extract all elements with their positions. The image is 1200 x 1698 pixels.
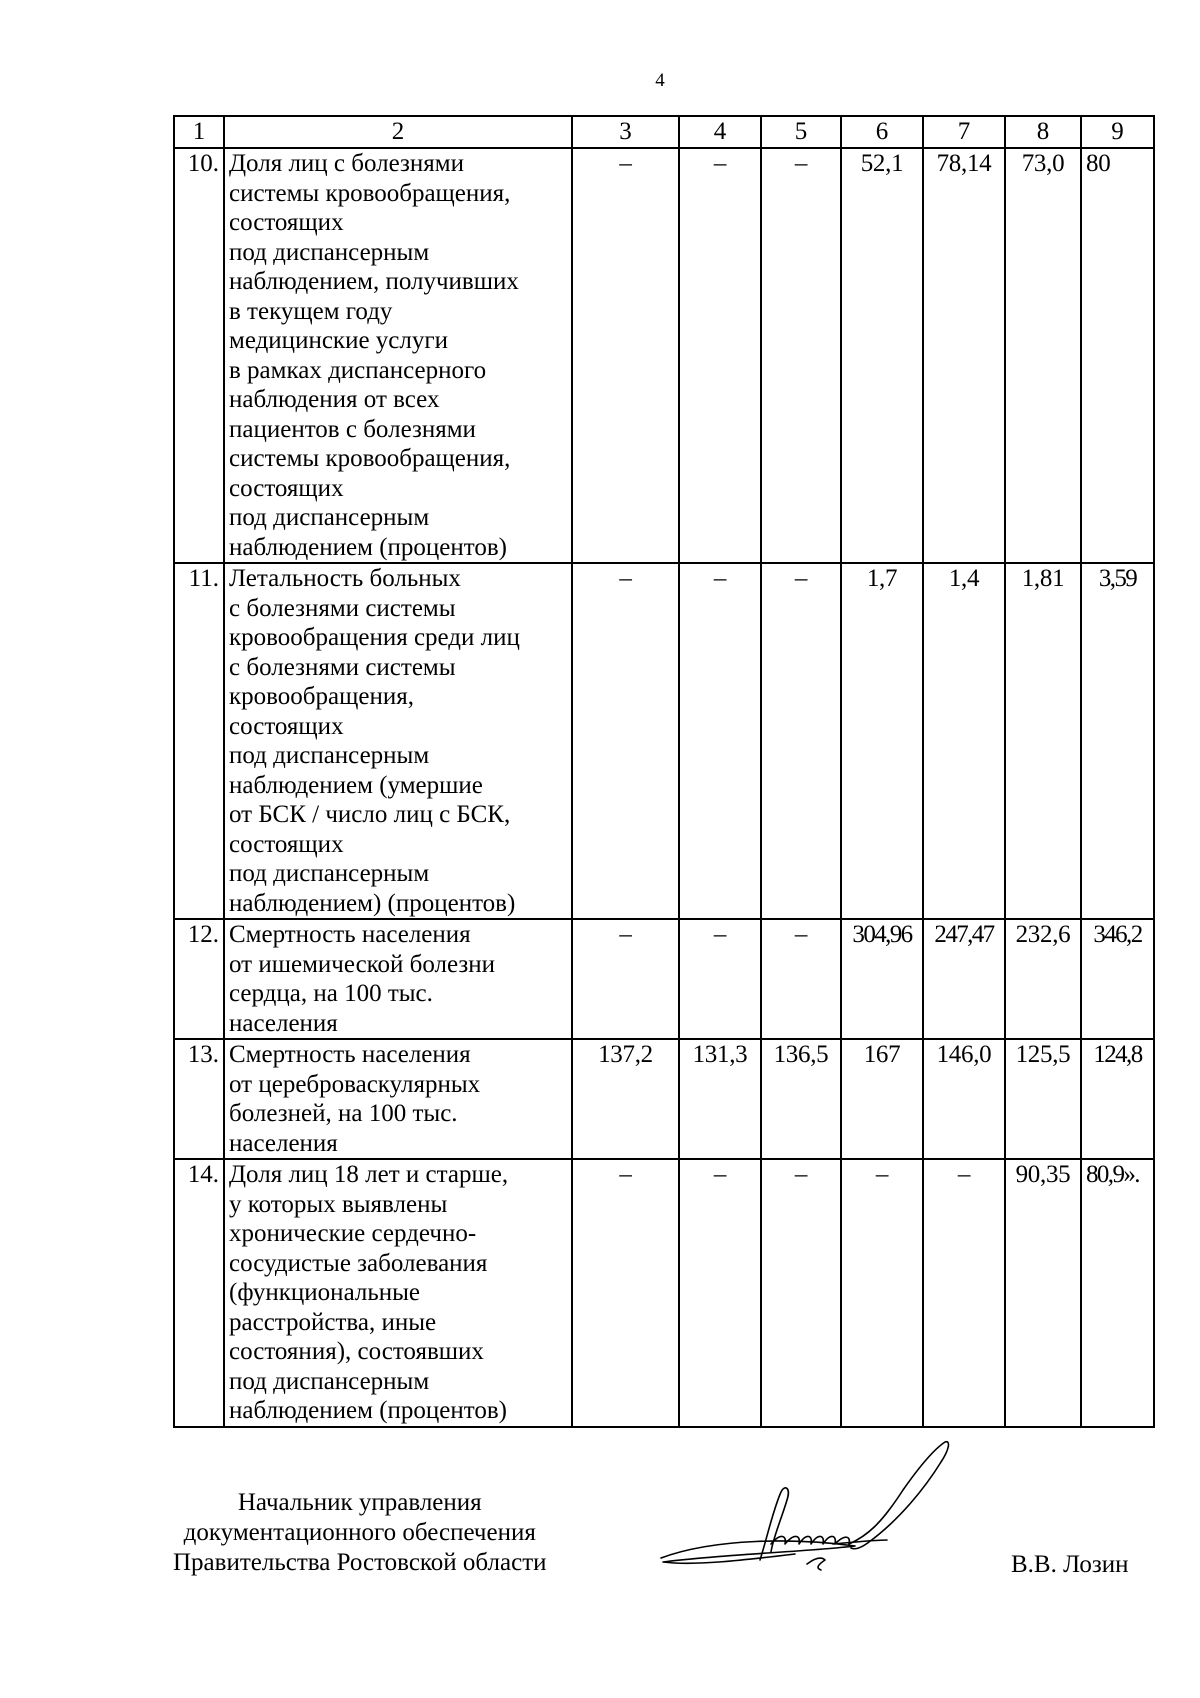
column-header: 5: [761, 116, 841, 148]
column-header: 8: [1005, 116, 1081, 148]
indicator-name-line: медицинские услуги: [229, 327, 448, 354]
indicator-name-line: расстройства, иные: [229, 1308, 437, 1336]
indicator-name-line: системы кровообращения,: [229, 179, 511, 207]
value-cell: 232,6: [1005, 919, 1081, 1039]
value-cell: –: [679, 563, 761, 919]
table-header-row: [174, 116, 1154, 148]
indicator-name-line: болезней, на 100 тыс.: [229, 1100, 458, 1127]
value-cell: 1,4: [923, 563, 1005, 919]
indicator-name: [224, 919, 572, 1039]
value-cell: –: [841, 1159, 923, 1427]
value-cell: –: [761, 563, 841, 919]
indicator-name-line: под диспансерным: [229, 238, 430, 266]
value-cell: 80: [1081, 148, 1154, 563]
indicator-name-line: в текущем году: [229, 297, 393, 325]
table-row: [174, 1039, 1154, 1159]
indicator-name-line: состоящих: [229, 712, 344, 740]
column-header: 9: [1081, 116, 1154, 148]
handwritten-signature: [655, 1440, 995, 1600]
column-header: 1: [174, 116, 224, 148]
value-cell: 346,2: [1081, 919, 1154, 1039]
indicator-name-line: наблюдением) (процентов): [229, 889, 516, 917]
table-row: [174, 563, 1154, 919]
value-cell: –: [761, 1159, 841, 1427]
row-number: 14.: [174, 1159, 224, 1427]
indicator-name-line: кровообращения,: [229, 683, 414, 710]
signatory-position-line: документационного обеспечения: [183, 1519, 536, 1546]
indicator-name-line: под диспансерным: [229, 742, 430, 769]
column-header: 6: [841, 116, 923, 148]
indicator-name-line: состоящих: [229, 474, 344, 502]
indicator-name-line: Доля лиц 18 лет и старше,: [229, 1161, 509, 1188]
value-cell: –: [572, 1159, 679, 1427]
value-cell: –: [923, 1159, 1005, 1427]
value-cell: 78,14: [923, 148, 1005, 563]
indicator-name-line: наблюдением (процентов): [229, 1397, 507, 1424]
indicator-name-line: от ишемической болезни: [229, 950, 496, 978]
column-header: 4: [679, 116, 761, 148]
indicator-name-line: под диспансерным: [229, 1367, 430, 1395]
page-number: 4: [655, 70, 665, 91]
value-cell: –: [572, 919, 679, 1039]
value-cell: 52,1: [841, 148, 923, 563]
value-cell: –: [761, 919, 841, 1039]
indicator-name-line: сосудистые заболевания: [229, 1249, 488, 1277]
indicator-name-line: Летальность больных: [229, 565, 461, 592]
indicator-name-line: в рамках диспансерного: [229, 356, 487, 384]
table-row: [174, 1159, 1154, 1427]
value-cell: 73,0: [1005, 148, 1081, 563]
value-cell: 124,8: [1081, 1039, 1154, 1159]
value-cell: 131,3: [679, 1039, 761, 1159]
value-cell: 146,0: [923, 1039, 1005, 1159]
indicator-name-line: под диспансерным: [229, 860, 430, 887]
indicator-name-line: состояния), состоявших: [229, 1338, 484, 1365]
indicator-name: [224, 563, 572, 919]
indicator-name-line: населения: [229, 1009, 338, 1037]
indicator-name-line: Смертность населения: [229, 921, 471, 948]
indicator-name-line: Смертность населения: [229, 1041, 471, 1068]
row-number: 13.: [174, 1039, 224, 1159]
indicator-name-line: наблюдением (процентов): [229, 533, 507, 561]
indicator-name-line: от БСК / число лиц с БСК,: [229, 801, 511, 828]
column-header: 2: [224, 116, 572, 148]
indicator-name: [224, 148, 572, 563]
value-cell: 80,9».: [1081, 1159, 1154, 1427]
value-cell: 137,2: [572, 1039, 679, 1159]
indicator-name-line: под диспансерным: [229, 504, 430, 531]
indicator-name-line: с болезнями системы: [229, 653, 456, 681]
indicator-name-line: наблюдением (умершие: [229, 771, 483, 799]
value-cell: –: [679, 1159, 761, 1427]
indicator-name: [224, 1159, 572, 1427]
row-number: 10.: [174, 148, 224, 563]
indicator-name-line: сердца, на 100 тыс.: [229, 980, 433, 1007]
indicator-name-line: (функциональные: [229, 1279, 421, 1306]
indicator-name-line: кровообращения среди лиц: [229, 624, 520, 651]
indicator-name-line: Доля лиц с болезнями: [229, 150, 464, 177]
value-cell: –: [679, 919, 761, 1039]
indicators-table: [173, 115, 1155, 1428]
indicator-name-line: от цереброваскулярных: [229, 1070, 481, 1098]
value-cell: 90,35: [1005, 1159, 1081, 1427]
signatory-position-line: Начальник управления: [237, 1489, 482, 1516]
value-cell: 167: [841, 1039, 923, 1159]
signatory-position: [173, 1488, 547, 1578]
value-cell: 1,81: [1005, 563, 1081, 919]
value-cell: –: [679, 148, 761, 563]
indicator-name-line: с болезнями системы: [229, 594, 456, 622]
value-cell: 3,59: [1081, 563, 1154, 919]
signatory-name: В.В. Лозин: [1011, 1551, 1129, 1578]
value-cell: 125,5: [1005, 1039, 1081, 1159]
value-cell: 136,5: [761, 1039, 841, 1159]
value-cell: 1,7: [841, 563, 923, 919]
value-cell: –: [572, 563, 679, 919]
indicator-name-line: пациентов с болезнями: [229, 415, 476, 443]
column-header: 7: [923, 116, 1005, 148]
signatory-position-line: Правительства Ростовской области: [173, 1549, 547, 1576]
indicator-name-line: хронические сердечно-: [229, 1220, 477, 1247]
row-number: 12.: [174, 919, 224, 1039]
value-cell: –: [572, 148, 679, 563]
table-row: [174, 148, 1154, 563]
indicator-name-line: состоящих: [229, 830, 344, 858]
table-row: [174, 919, 1154, 1039]
indicator-name-line: состоящих: [229, 209, 344, 236]
indicator-name-line: у которых выявлены: [229, 1190, 448, 1218]
indicator-name-line: наблюдения от всех: [229, 386, 440, 413]
indicator-name-line: населения: [229, 1129, 338, 1157]
indicator-name-line: наблюдением, получивших: [229, 268, 519, 295]
column-header: 3: [572, 116, 679, 148]
indicator-name-line: системы кровообращения,: [229, 445, 511, 472]
row-number: 11.: [174, 563, 224, 919]
value-cell: 247,47: [923, 919, 1005, 1039]
indicator-name: [224, 1039, 572, 1159]
value-cell: 304,96: [841, 919, 923, 1039]
value-cell: –: [761, 148, 841, 563]
